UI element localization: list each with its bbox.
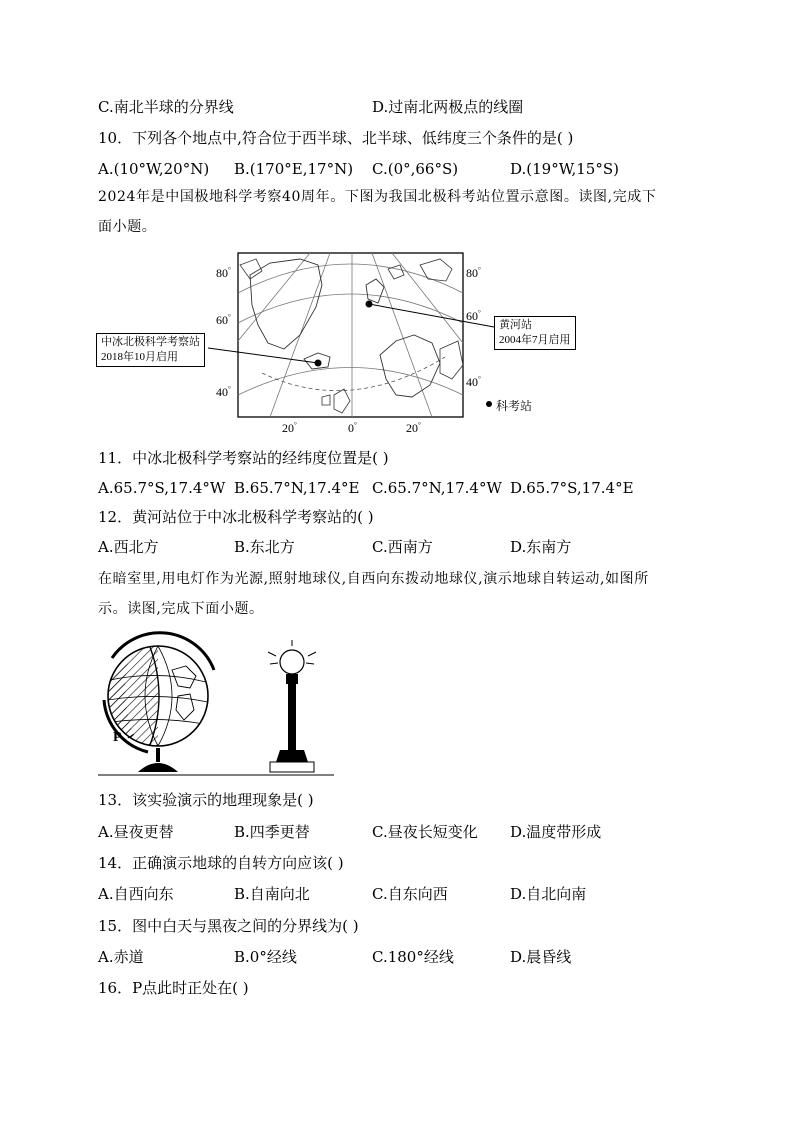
globe-lamp-figure xyxy=(0,630,794,780)
q15-option-a: A.赤道 xyxy=(98,948,144,966)
arctic-station-map xyxy=(0,245,794,445)
q13-option-b: B.四季更替 xyxy=(234,823,310,841)
q14-option-d: D.自北向南 xyxy=(510,885,587,903)
lon-label-20e: 20° xyxy=(406,421,421,435)
lat-label-80-left: 80° xyxy=(216,266,231,280)
q11-option-a: A.65.7°S,17.4°W xyxy=(98,479,226,497)
q15-option-c: C.180°经线 xyxy=(372,948,454,966)
q12-option-d: D.东南方 xyxy=(510,538,572,556)
station-name: 黄河站 xyxy=(499,319,532,331)
q11-option-c: C.65.7°N,17.4°W xyxy=(372,479,502,497)
intro1-line2: 面小题。 xyxy=(98,219,157,235)
q13-option-a: A.昼夜更替 xyxy=(98,823,174,841)
q9-option-c: C.南北半球的分界线 xyxy=(98,98,234,116)
intro1-line1: 2024年是中国极地科学考察40周年。下图为我国北极科考站位置示意图。读图,完成下 xyxy=(98,189,657,205)
station-date: 2018年10月启用 xyxy=(101,351,178,363)
station-name: 中冰北极科学考察站 xyxy=(101,336,200,348)
q10-option-c: C.(0°,66°S) xyxy=(372,160,459,178)
intro2-line1: 在暗室里,用电灯作为光源,照射地球仪,自西向东拨动地球仪,演示地球自转运动,如图所 xyxy=(98,571,649,587)
lat-label-40-right: 40° xyxy=(466,375,481,389)
q10-option-a: A.(10°W,20°N) xyxy=(98,160,210,178)
lat-label-60-left: 60° xyxy=(216,313,231,327)
q12-option-a: A.西北方 xyxy=(98,538,159,556)
intro2-line2: 示。读图,完成下面小题。 xyxy=(98,601,264,617)
q11-stem: 11．中冰北极科学考察站的经纬度位置是( ) xyxy=(98,449,389,467)
q11-option-b: B.65.7°N,17.4°E xyxy=(234,479,360,497)
q13-option-d: D.温度带形成 xyxy=(510,823,602,841)
lon-label-0: 0° xyxy=(348,421,357,435)
lat-label-60-right: 60° xyxy=(466,309,481,323)
q10-option-d: D.(19°W,15°S) xyxy=(510,160,619,178)
station-callout-huanghe xyxy=(494,316,576,350)
lon-label-20w: 20° xyxy=(282,421,297,435)
globe-lamp-graphic xyxy=(0,630,794,780)
q9-option-d: D.过南北两极点的线圈 xyxy=(372,98,524,116)
lat-label-80-right: 80° xyxy=(466,266,481,280)
q14-option-b: B.自南向北 xyxy=(234,885,310,903)
globe-point-label: P xyxy=(113,730,122,745)
q14-option-a: A.自西向东 xyxy=(98,885,174,903)
lat-label-40-left: 40° xyxy=(216,385,231,399)
map-legend-label: 科考站 xyxy=(496,399,533,413)
intro-paragraph-1 xyxy=(98,182,702,242)
q10-option-b: B.(170°E,17°N) xyxy=(234,160,354,178)
q14-stem: 14．正确演示地球的自转方向应该( ) xyxy=(98,854,344,872)
q15-option-b: B.0°经线 xyxy=(234,948,297,966)
q12-option-c: C.西南方 xyxy=(372,538,433,556)
intro-paragraph-2 xyxy=(98,564,702,624)
q12-option-b: B.东北方 xyxy=(234,538,295,556)
q11-option-d: D.65.7°S,17.4°E xyxy=(510,479,634,497)
q15-option-d: D.晨昏线 xyxy=(510,948,572,966)
q14-option-c: C.自东向西 xyxy=(372,885,448,903)
q15-stem: 15．图中白天与黑夜之间的分界线为( ) xyxy=(98,917,359,935)
q16-stem: 16．P点此时正处在( ) xyxy=(98,979,249,997)
station-callout-zhongbing xyxy=(96,333,205,367)
q12-stem: 12．黄河站位于中冰北极科学考察站的( ) xyxy=(98,508,374,526)
q13-option-c: C.昼夜长短变化 xyxy=(372,823,478,841)
q10-stem: 10．下列各个地点中,符合位于西半球、北半球、低纬度三个条件的是( ) xyxy=(98,129,574,147)
station-date: 2004年7月启用 xyxy=(499,334,571,346)
q13-stem: 13．该实验演示的地理现象是( ) xyxy=(98,791,314,809)
